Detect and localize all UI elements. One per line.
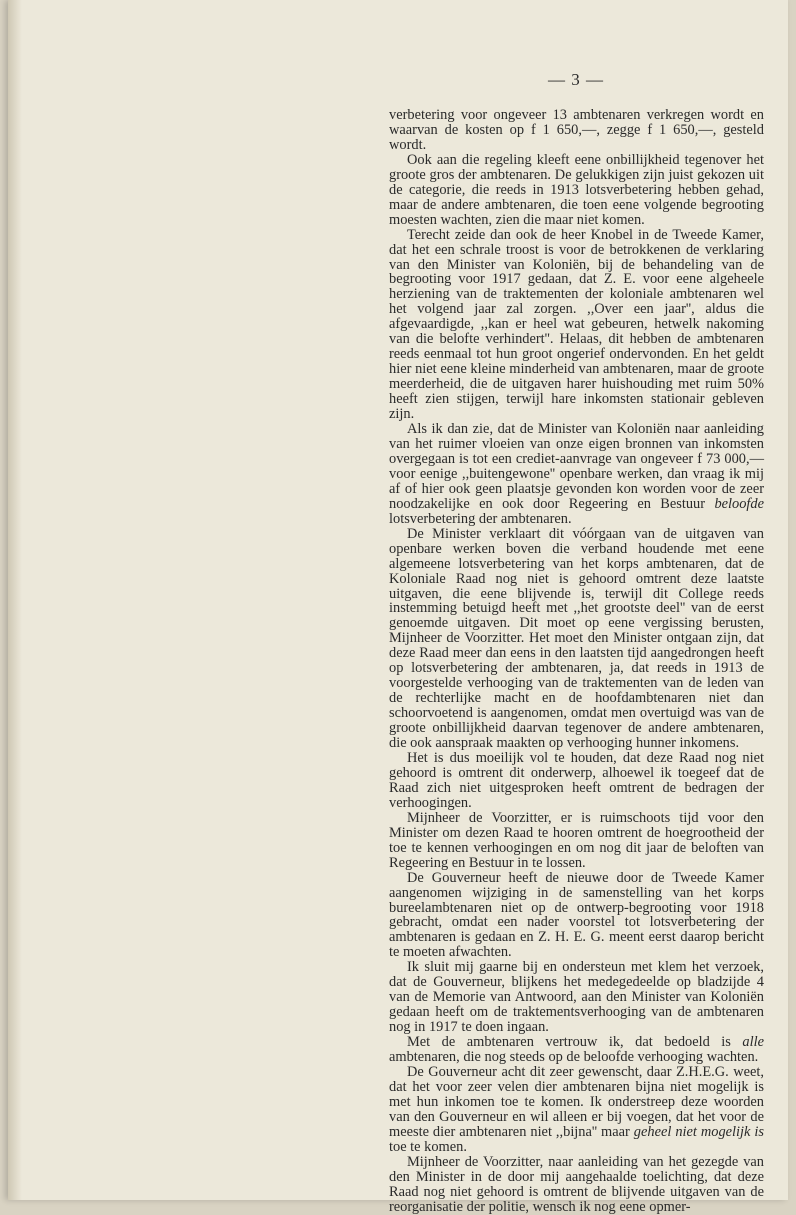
paragraph: Mijnheer de Voorzitter, naar aanleiding van het gezegde van den Minister in de door mij aangehaalde toelichting, dat deze Raad nog niet gehoord is omtrent de blijvende uitgaven van de reorganisatie der politie, wensch ik nog eene opmer- — [389, 1153, 764, 1215]
paragraph: Ik sluit mij gaarne bij en ondersteun met klem het verzoek, dat de Gouverneur, blijkens het medegedeelde op bladzijde 4 van de Memorie van Antwoord, aan den Minister van Koloniën gedaan heeft om de traktementsverhooging van de ambtenaren nog in 1917 te doen ingaan. — [389, 959, 764, 1036]
emphasis: alle — [742, 1034, 764, 1051]
paragraph: De Gouverneur heeft de nieuwe door de Tweede Kamer aangenomen wijziging in de samenstelling van het korps bureelambtenaren niet op de ontwerp-begrooting voor 1918 gebracht, omdat een nader voorstel tot lotsverbetering der ambtenaren is gedaan en Z. H. E. G. meent eerst daarop bericht te moeten afwachten. — [389, 869, 764, 961]
paragraph: De Gouverneur acht dit zeer gewenscht, daar Z.H.E.G. weet, dat het voor zeer velen dier ambtenaren bijna niet mogelijk is met hun inkomen toe te komen. Ik onderstreep deze woorden van den Gouverneur en wil alleen er bij voegen, dat het voor de meeste dier ambtenaren niet ,,bijna'' maar geheel niet mogelijk is toe te komen. — [389, 1064, 765, 1155]
emphasis: geheel niet mogelijk is — [633, 1123, 765, 1140]
paragraph: Het is dus moeilijk vol te houden, dat deze Raad nog niet gehoord is omtrent dit onderwerp, alhoewel ik toegeef dat de Raad zich niet uitgesproken heeft omtrent de bedragen der verhoogingen. — [389, 749, 764, 811]
page-number: — 3 — — [548, 70, 604, 89]
page-binding-edge — [8, 0, 22, 1200]
paragraph: Ook aan die regeling kleeft eene onbillijkheid tegenover het groote gros der ambtenaren. De gelukkigen zijn juist gekozen uit de categorie, die reeds in 1913 lotsverbetering hebben gehad, maar de andere ambtenaren, die toen eene volgende begrooting moesten wachten, zien die maar niet komen. — [389, 151, 764, 228]
paragraph: verbetering voor ongeveer 13 ambtenaren verkregen wordt en waarvan de kosten op f 1 650,—, zegge f 1 650,—, gesteld wordt. — [389, 107, 764, 153]
emphasis: beloofde — [714, 495, 764, 512]
paragraph: Met de ambtenaren vertrouw ik, dat bedoeld is alle ambtenaren, die nog steeds op de beloofde verhooging wachten. — [389, 1034, 764, 1066]
paragraph: Als ik dan zie, dat de Minister van Koloniën naar aanleiding van het ruimer vloeien van onze eigen bronnen van inkomsten overgegaan is tot een crediet-aanvrage van ongeveer f 73 000,— voor eenige ,,buitengewone'' openbare werken, dan vraag ik mij af of hier ook geen plaatsje gevonden kon worden voor de zeer noodzakelijke en ook door Regeering en Bestuur beloofde lotsverbetering der ambtenaren. — [389, 421, 764, 527]
paragraph: De Minister verklaart dit vóórgaan van de uitgaven van openbare werken boven die verband houdende met eene algemeene lotsverbetering van het korps ambtenaren, dat de Koloniale Raad nog niet is gehoord omtrent deze laatste uitgaven, die eene blijvende is, terwijl dit College reeds instemming betuigd heeft met ,,het grootste deel'' van de eerst genoemde uitgaven. Dit moet op eene vergissing berusten, Mijnheer de Voorzitter. Het moet den Minister ontgaan zijn, dat deze Raad meer dan eens in den laatsten tijd aangedrongen heeft op lotsverbetering der ambtenaren, ja, dat reeds in 1913 de voorgestelde verhooging van de traktementen van de leden van de rechterlijke macht en de hoofdambtenaren niet dan schoorvoetend is aangenomen, omdat men overtuigd was van de groote onbillijkheid daarvan tegenover de andere ambtenaren, die ook aanspraak maakten op verhooging hunner inkomens. — [389, 525, 764, 752]
document-page — [8, 0, 788, 1215]
paragraph: Mijnheer de Voorzitter, er is ruimschoots tijd voor den Minister om dezen Raad te hooren omtrent de hoegrootheid der toe te kennen verhoogingen en om nog dit jaar de beloften van Regeering en Bestuur in te lossen. — [389, 809, 764, 871]
paragraph: Terecht zeide dan ook de heer Knobel in de Tweede Kamer, dat het een schrale troost is voor de betrokkenen de verklaring van den Minister van Koloniën, bij de behandeling van de begrooting voor 1917 gedaan, dat Z. E. voor eene algeheele herziening van de traktementen der koloniale ambtenaren wel het volgend jaar zal zorgen. ,,Over een jaar'', aldus die afgevaardigde, ,,kan er heel wat gebeuren, hetwelk nakoming van die belofte verhindert''. Helaas, dit hebben de ambtenaren reeds eenmaal tot hun groot ongerief ondervonden. En het geldt hier niet eene kleine minderheid van ambtenaren, maar de groote meerderheid, die de uitgaven harer huishouding met ruim 50% heeft zien stijgen, terwijl hare inkomsten stationair gebleven zijn. — [389, 226, 764, 423]
text-column — [389, 108, 764, 1215]
